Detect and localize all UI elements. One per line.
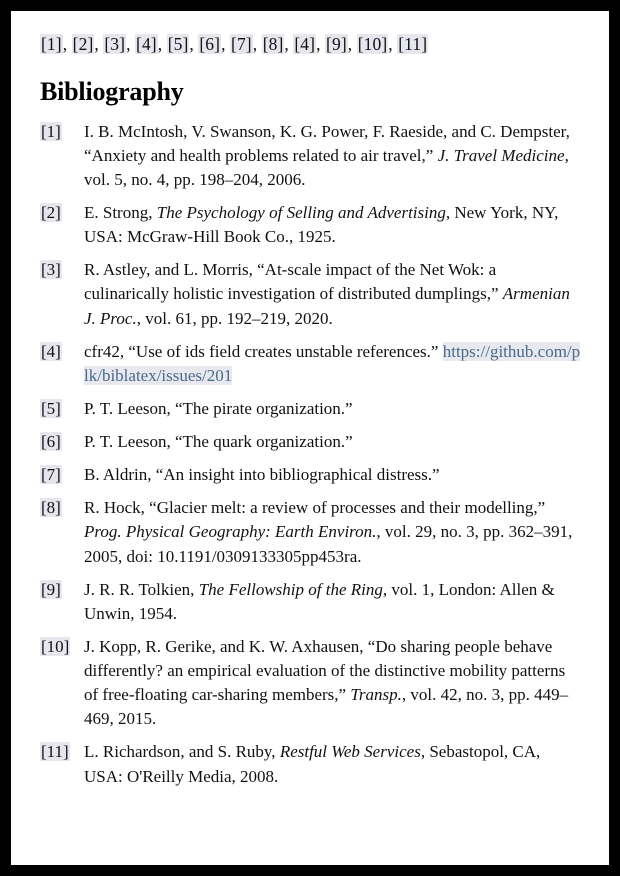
bibliography-entry-label[interactable] <box>40 120 84 144</box>
inline-citation-ref[interactable]: [11] <box>398 34 428 54</box>
bibliography-entry-number: [3] <box>41 260 61 280</box>
bibliography-entry-span: J. R. R. Tolkien, <box>84 579 199 599</box>
bibliography-entry-label[interactable] <box>40 430 84 454</box>
bibliography-entry-title-italic: Restful Web Services <box>279 742 421 762</box>
bibliography-entry-url-link[interactable]: https://github.com/plk/biblatex/issues/201 <box>84 341 581 385</box>
inline-citation-line: [1], [2], [3], [4], [5], [6], [7], [8], [4], [9], [10], [11] <box>41 34 428 54</box>
document-page <box>11 11 609 865</box>
bibliography-entry-text <box>84 258 583 330</box>
bibliography-entry-text <box>84 635 583 732</box>
bibliography-entry-label[interactable] <box>40 578 84 602</box>
bibliography-entry <box>40 397 583 421</box>
bibliography-entry-number: [2] <box>41 203 61 222</box>
bibliography-entry-span: R. Astley, and L. Morris, “At-scale impact of the Net Wok: a culinarically holistic investigation of distributed dumplings,” <box>84 260 503 304</box>
inline-citation-ref[interactable]: [2] <box>72 34 94 54</box>
bibliography-list <box>40 120 583 789</box>
inline-citation-ref[interactable]: [7] <box>231 34 252 54</box>
bibliography-entry-span: , vol. 29, no. 3, pp. 362–391, 2005, doi: 10.1191/0309133305pp453ra. <box>84 522 573 566</box>
bibliography-entry-text <box>84 463 583 487</box>
inline-citation-ref[interactable]: [4] <box>136 34 157 54</box>
bibliography-entry-number: [6] <box>41 432 61 451</box>
inline-citation-ref[interactable]: [1] <box>41 34 62 54</box>
bibliography-entry-text <box>84 578 583 626</box>
bibliography-entry-text <box>84 120 583 192</box>
bibliography-entry-span: , vol. 42, no. 3, pp. 449–469, 2015. <box>84 685 569 729</box>
bibliography-entry-span: , Sebastopol, CA, USA: O'Reilly Media, 2008. <box>84 742 541 786</box>
bibliography-entry-span: E. Strong, <box>84 203 157 222</box>
bibliography-entry <box>40 201 583 249</box>
bibliography-entry-text <box>84 201 583 249</box>
bibliography-entry-label[interactable] <box>40 496 84 520</box>
bibliography-entry-number: [11] <box>41 742 69 762</box>
bibliography-entry-number: [8] <box>41 498 61 518</box>
bibliography-entry-label[interactable] <box>40 201 84 225</box>
bibliography-entry-label[interactable] <box>40 258 84 282</box>
bibliography-entry-title-italic: The Psychology of Selling and Advertising <box>156 203 446 222</box>
bibliography-entry-span: , vol. 61, pp. 192–219, 2020. <box>136 308 333 328</box>
bibliography-entry-title-italic: Transp. <box>350 685 402 705</box>
inline-citation-ref[interactable]: [6] <box>199 34 221 54</box>
bibliography-entry-text <box>84 397 583 421</box>
bibliography-entry-span: B. Aldrin, “An insight into bibliographical distress.” <box>84 465 440 485</box>
page-title: Bibliography <box>40 76 184 106</box>
bibliography-entry-title-italic: The Fellowship of the Ring <box>198 579 383 599</box>
bibliography-entry-number: [4] <box>41 341 61 361</box>
bibliography-entry-title-italic: Prog. Physical Geography: Earth Environ. <box>84 522 377 542</box>
bibliography-entry-label[interactable] <box>40 463 84 487</box>
bibliography-entry-text <box>84 340 583 388</box>
bibliography-entry-span: , vol. 5, no. 4, pp. 198–204, 2006. <box>84 145 569 189</box>
bibliography-entry-span: J. Kopp, R. Gerike, and K. W. Axhausen, “Do sharing people behave differently? an empirical evaluation of the distinctive mobility patterns of free-floating car-sharing members,” <box>84 636 566 705</box>
bibliography-entry <box>40 496 583 568</box>
bibliography-entry-title-italic: J. Travel Medicine <box>437 145 565 165</box>
bibliography-entry <box>40 578 583 626</box>
inline-citation-ref[interactable]: [8] <box>262 34 284 54</box>
inline-citation-ref[interactable]: [9] <box>326 34 347 54</box>
bibliography-entry-number: [5] <box>41 398 61 418</box>
bibliography-entry <box>40 635 583 732</box>
bibliography-entry-label[interactable] <box>40 740 84 764</box>
bibliography-entry-label[interactable] <box>40 635 84 659</box>
bibliography-entry-text <box>84 740 583 788</box>
bibliography-entry-span: P. T. Leeson, “The quark organization.” <box>84 432 353 451</box>
bibliography-entry-text <box>84 430 583 454</box>
bibliography-entry-number: [7] <box>41 465 61 485</box>
bibliography-entry-span: , New York, NY, USA: McGraw-Hill Book Co., 1925. <box>84 203 559 247</box>
bibliography-entry <box>40 430 583 454</box>
bibliography-entry <box>40 340 583 388</box>
inline-citation-ref[interactable]: [10] <box>357 34 388 54</box>
inline-citation-ref[interactable]: [3] <box>104 34 126 54</box>
bibliography-entry <box>40 740 583 788</box>
bibliography-entry <box>40 463 583 487</box>
bibliography-entry-number: [1] <box>41 121 61 141</box>
bibliography-entry-text <box>84 496 583 568</box>
bibliography-entry-label[interactable] <box>40 340 84 364</box>
inline-citation-ref[interactable]: [4] <box>294 34 316 54</box>
bibliography-entry-span: R. Hock, “Glacier melt: a review of processes and their modelling,” <box>84 498 546 518</box>
bibliography-entry-number: [10] <box>41 636 70 656</box>
bibliography-entry <box>40 258 583 330</box>
bibliography-entry-title-italic: Armenian J. Proc. <box>84 284 570 328</box>
bibliography-entry-span: , vol. 1, London: Allen & Unwin, 1954. <box>84 579 555 623</box>
bibliography-entry <box>40 120 583 192</box>
inline-citation-ref[interactable]: [5] <box>167 34 189 54</box>
bibliography-entry-number: [9] <box>41 579 61 599</box>
bibliography-entry-span: cfr42, “Use of ids field creates unstable references.” <box>84 341 443 361</box>
bibliography-entry-span: I. B. McIntosh, V. Swanson, K. G. Power, F. Raeside, and C. Dempster, “Anxiety and health problems related to air travel,” <box>84 121 570 165</box>
bibliography-entry-span: P. T. Leeson, “The pirate organization.” <box>84 398 353 418</box>
bibliography-entry-span: L. Richardson, and S. Ruby, <box>84 742 280 762</box>
document-content <box>11 11 609 789</box>
bibliography-entry-label[interactable] <box>40 397 84 421</box>
